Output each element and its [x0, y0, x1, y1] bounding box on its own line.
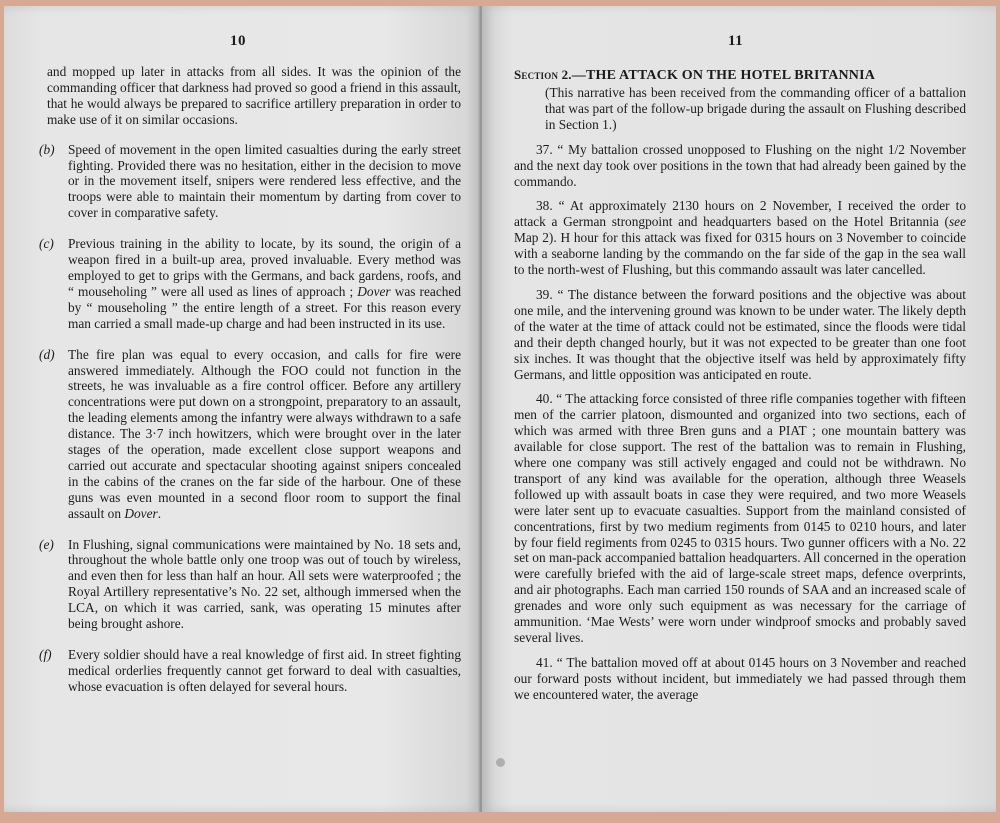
list-item-e — [39, 537, 461, 632]
item-label: (b) — [39, 141, 55, 157]
item-label: (c) — [39, 236, 54, 252]
section-note: (This narrative has been received from the commanding officer of a battalion that was part of the follow-up brigade during the assault on Flushing described in Section 1.) — [545, 85, 966, 132]
section-title: —THE ATTACK ON THE HOTEL BRITANNIA — [571, 68, 876, 83]
item-text: In Flushing, signal communications were maintained by No. 18 sets and, throughout the whole battle only one troop was out of touch by wireless, and even then for less than half an hour. All sets were waterproofed ; the Royal Artillery representative’s No. 22 set, although immersed when the LCA, on which it was carried, sank, was operating 15 minutes after being brought ashore. — [68, 536, 461, 632]
paragraph-41: 41. “ The battalion moved off at about 0145 hours on 3 November and reached our forward posts without incident, but immediately we had passed through them we encountered water, the average — [514, 654, 966, 702]
item-label: (d) — [39, 346, 55, 362]
page-number-right: 11 — [728, 33, 744, 49]
right-page — [482, 6, 996, 812]
item-label: (e) — [39, 536, 54, 552]
paragraph-37: 37. “ My battalion crossed unopposed to Flushing on the night 1/2 November and the next day took over positions in the town that had already been gained by the commando. — [514, 141, 966, 189]
section-heading — [514, 66, 966, 84]
item-text: Every soldier should have a real knowledge of first aid. In street fighting medical orderlies frequently cannot get forward to deal with casualties, whose evacuation is often delayed for several hours. — [68, 647, 461, 694]
section-label: Section 2. — [514, 67, 572, 82]
paper-stain — [496, 758, 505, 767]
list-item-b — [39, 142, 461, 222]
paragraph-40: 40. “ The attacking force consisted of three rifle companies together with fifteen men of the carrier platoon, dismounted and organized into two sections, each of which was armed with three Bren guns and a PIAT ; one mountain battery was available for close support. The rest of the battalion was to remain in Flushing, where one company was still actively engaged and could not be withdrawn. No transport of any kind was available for the operation, although three Weasels followed up with assault boats in case they were required, and two more Weasels were later sent up to evacuate casualties. Support from the mainland consisted of concentrations, first by two medium regiments from 0145 to 0210 hours, and later by four field regiments from 0245 to 0315 hours. Two gunner officers with a No. 22 set on man-pack accompanied battalion headquarters. All concerned in the operation were carefully briefed with the aid of large-scale street maps, defence overprints, and air photographs. Each man carried 150 rounds of SAA and an increased scale of grenades and wore only such equipment as was necessary for the carriage of ammunition. ‘Mae Wests’ were worn under windproof smocks and probably saved several lives. — [514, 391, 966, 645]
italic-see: see — [948, 214, 966, 230]
list-item-d — [39, 347, 461, 522]
item-text: Previous training in the ability to locate, by its sound, the origin of a weapon fired in a built-up area, proved invaluable. Every method was employed to get to grips with the Germans, and back gardens, roofs, and “ mouseholing ” were all used as lines of approach ; Dover was reached by “ mouseholing ” the entire length of a street. For this reason every man carried a small made-up charge and had been instructed in its use. — [68, 236, 462, 331]
intro-paragraph: and mopped up later in attacks from all sides. It was the opinion of the commanding officer that darkness had proved so good a friend in this assault, that he would always be prepared to sacrifice artillery preparation in order to make use of it on similar occasions. — [47, 64, 461, 127]
item-text: The fire plan was equal to every occasion, and calls for fire were answered immediately. Although the FOO could not function in the streets, he was invaluable as a fire control officer. Before any artillery concentrations were put down on a strongpoint, preparatory to an assault, the leading elements among the infantry were always withdrawn to a safe distance. The 3·7 inch howitzers, which were brought over in the later stages of the operation, made excellent close support weapons and carried out accurate and spectacular shooting against snipers concealed in the cabins of the cranes on the far side of the harbour. One of these guns was even mounted in a second floor room to support the final assault on Dover. — [68, 346, 461, 521]
paragraph-number: 40. — [536, 391, 553, 407]
left-page — [4, 6, 480, 812]
list-item-f — [39, 647, 461, 695]
paragraph-39: 39. “ The distance between the forward positions and the objective was about one mile, and the intervening ground was known to be under water. The likely depth of the water at the time of attack could not be estimated, since the floods were tidal and their depth changed hourly, but it was not expected to be greater than one foot six inches. It was thought that the objective itself was held by approximately fifty Germans, and little opposition was anticipated en route. — [514, 286, 966, 382]
list-item-c — [39, 236, 461, 331]
italic-ship-name: Dover — [124, 505, 158, 521]
item-text: Speed of movement in the open limited casualties during the early street fighting. Provided there was no hesitation, either in the decision to move or in the movement itself, snipers were rendered less effective, and the troops were able to maintain their momentum by darting from cover to cover in comparative safety. — [68, 141, 461, 221]
paragraph-38: 38. “ At approximately 2130 hours on 2 November, I received the order to attack a German strongpoint and headquarters based on the Hotel Britannia (see Map 2). H hour for this attack was fixed for 0315 hours on 3 November to coincide with a seaborne landing by the commando on the far side of the gap in the sea wall to the north-west of Flushing, but this commando assault was later cancelled. — [514, 198, 966, 278]
paragraph-number: 38. — [536, 198, 553, 214]
paragraph-number: 39. — [536, 286, 553, 302]
page-number-left: 10 — [230, 33, 246, 49]
paragraph-number: 41. — [536, 654, 553, 670]
italic-ship-name: Dover — [357, 283, 391, 299]
right-page-text — [514, 66, 966, 703]
paragraph-number: 37. — [536, 141, 553, 157]
item-label: (f) — [39, 647, 52, 662]
left-page-text — [39, 64, 461, 695]
